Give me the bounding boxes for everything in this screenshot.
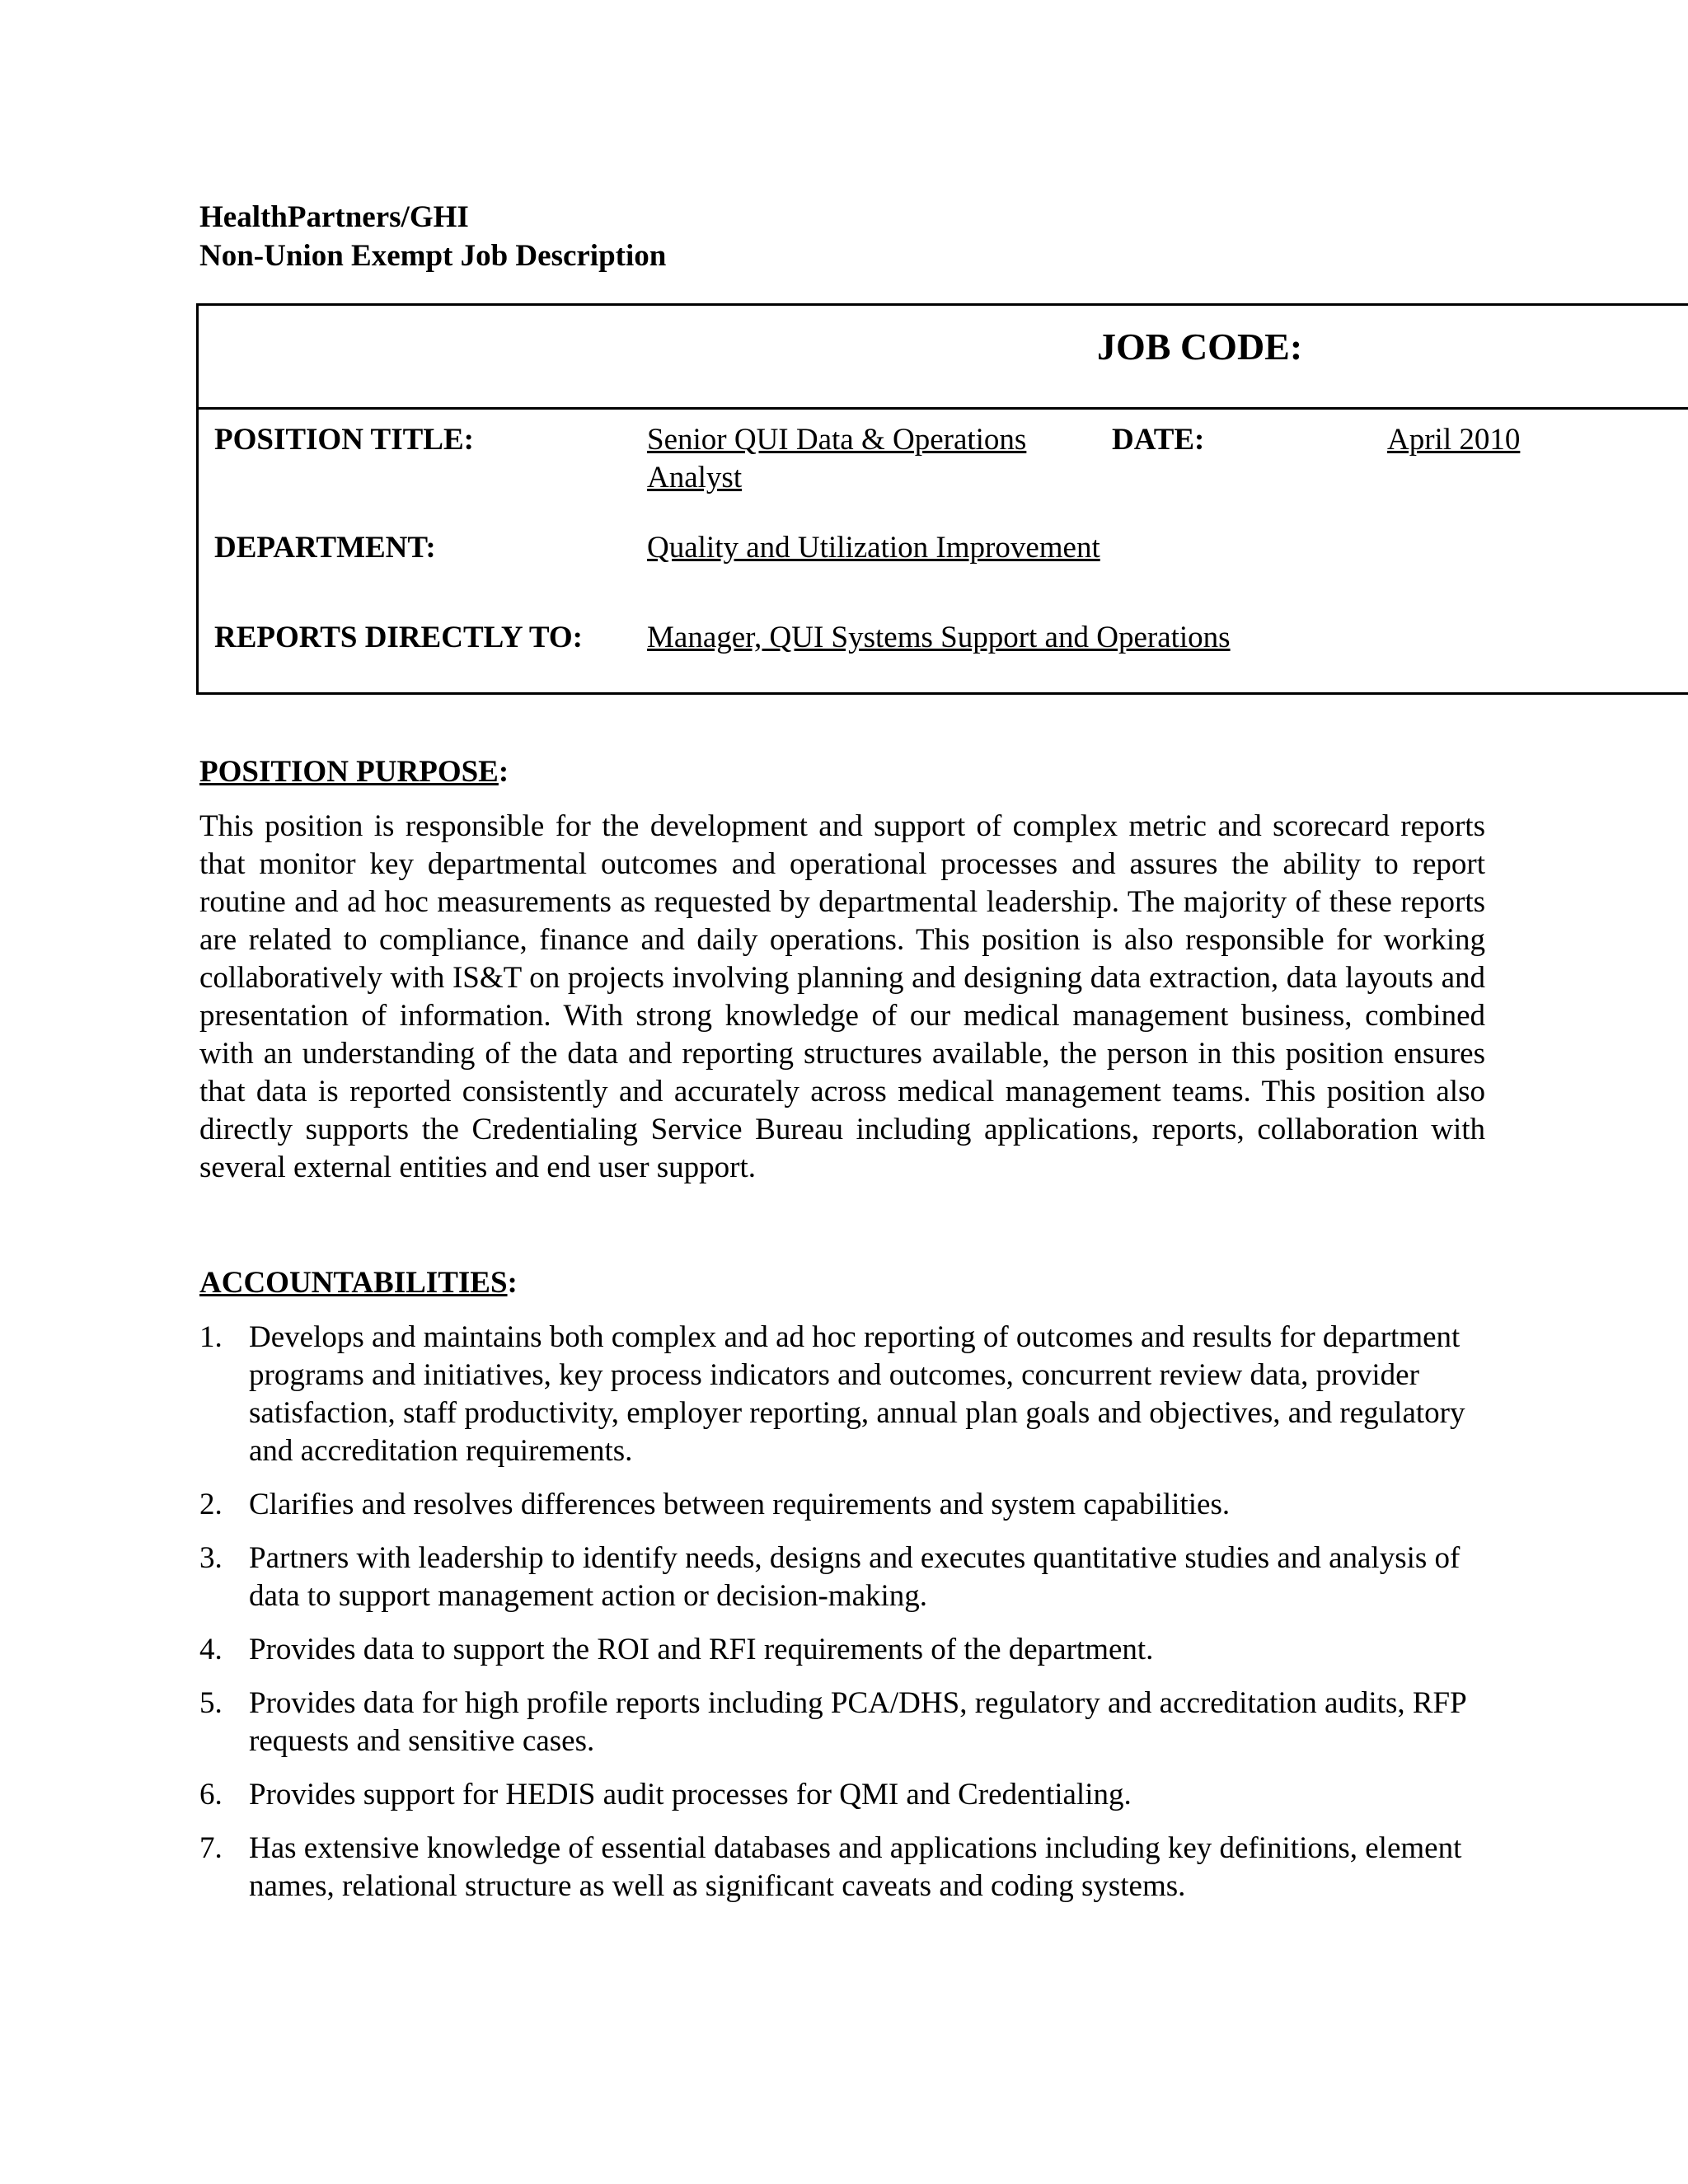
- accountability-item: [199, 1631, 1485, 1669]
- accountabilities-heading-text: ACCOUNTABILITIES: [199, 1266, 508, 1300]
- department-label: DEPARTMENT:: [214, 531, 436, 565]
- item-text: Provides data for high profile reports including PCA/DHS, regulatory and accreditation audits, RFP requests and sensitive cases.: [249, 1686, 1466, 1758]
- item-text: Has extensive knowledge of essential databases and applications including key definitions, element names, relational structure as well as significant caveats and coding systems.: [249, 1831, 1462, 1903]
- item-text: Provides support for HEDIS audit processes for QMI and Credentialing.: [249, 1778, 1132, 1811]
- accountabilities-heading: [199, 1264, 518, 1302]
- position-purpose-text: This position is responsible for the development and support of complex metric and scorecard reports that monitor key departmental outcomes and operational processes and assures the ability to report routine and ad hoc measurements as requested by departmental leadership. The majority of these reports are related to compliance, finance and daily operations. This position is also responsible for working collaboratively with IS&T on projects involving planning and designing data extraction, data layouts and presentation of information. With strong knowledge of our medical management business, combined with an understanding of the data and reporting structures available, the person in this position ensures that data is reported consistently and accurately across medical management teams. This position also directly supports the Credentialing Service Bureau including applications, reports, collaboration with several external entities and end user support.: [199, 809, 1485, 1184]
- accountability-item: [199, 1486, 1485, 1524]
- item-number: 2.: [199, 1488, 223, 1521]
- position-purpose-heading-text: POSITION PURPOSE: [199, 755, 499, 789]
- accountability-item: [199, 1319, 1485, 1470]
- item-text: Provides data to support the ROI and RFI requirements of the department.: [249, 1633, 1154, 1666]
- department-value: Quality and Utilization Improvement: [647, 531, 1100, 565]
- job-info-box: [196, 303, 1688, 695]
- accountabilities-heading-colon: :: [507, 1266, 518, 1300]
- reports-to-value: Manager, QUI Systems Support and Operations: [647, 621, 1231, 654]
- date-value: April 2010: [1387, 423, 1521, 457]
- reports-to-label: REPORTS DIRECTLY TO:: [214, 621, 583, 654]
- position-title-label: POSITION TITLE:: [214, 423, 474, 457]
- date-label: DATE:: [1112, 423, 1205, 457]
- accountabilities-list: [199, 1319, 1485, 1921]
- info-box-divider: [199, 407, 1688, 410]
- job-code-label: JOB CODE:: [1097, 326, 1303, 368]
- document-type: Non-Union Exempt Job Description: [199, 239, 667, 273]
- item-number: 5.: [199, 1686, 223, 1720]
- item-number: 6.: [199, 1778, 223, 1811]
- item-number: 4.: [199, 1633, 223, 1666]
- item-text: Develops and maintains both complex and ad hoc reporting of outcomes and results for department programs and initiatives, key process indicators and outcomes, concurrent review data, provider satisfaction, staff productivity, employer reporting, annual plan goals and objectives, and regulatory and accreditation requirements.: [249, 1320, 1465, 1468]
- organization-name: HealthPartners/GHI: [199, 200, 469, 234]
- item-number: 7.: [199, 1831, 223, 1865]
- accountability-item: [199, 1540, 1485, 1615]
- position-purpose-heading: [199, 753, 509, 791]
- item-text: Clarifies and resolves differences between requirements and system capabilities.: [249, 1488, 1231, 1521]
- position-title-value: Senior QUI Data & Operations Analyst: [647, 423, 1027, 494]
- item-number: 3.: [199, 1541, 223, 1575]
- accountability-item: [199, 1776, 1485, 1814]
- accountability-item: [199, 1685, 1485, 1760]
- document-header: [199, 198, 666, 275]
- position-purpose-heading-colon: :: [498, 755, 509, 789]
- accountability-item: [199, 1830, 1485, 1905]
- item-text: Partners with leadership to identify needs, designs and executes quantitative studies and analysis of data to support management action or decision-making.: [249, 1541, 1461, 1613]
- item-number: 1.: [199, 1320, 223, 1354]
